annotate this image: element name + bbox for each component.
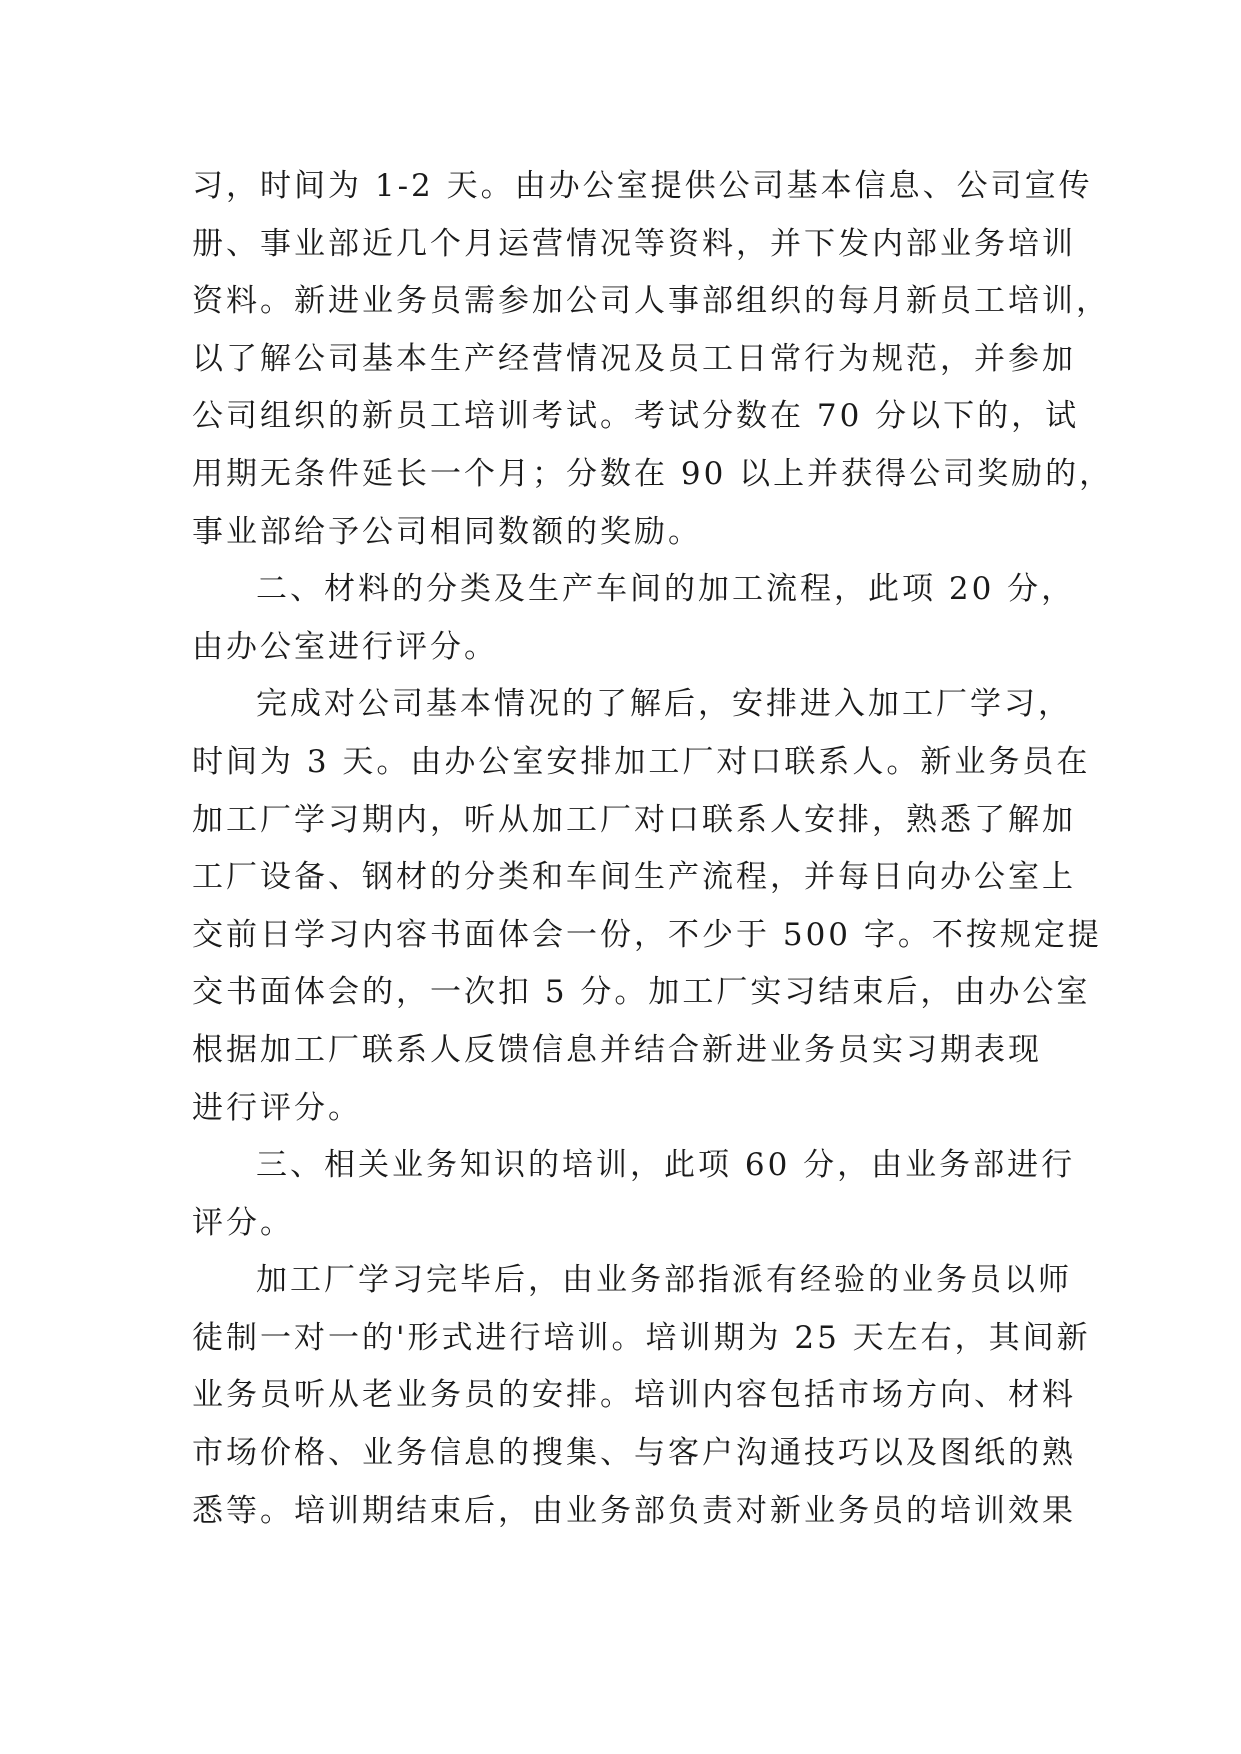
text-line: 公司组织的新员工培训考试。考试分数在 70 分以下的，试 <box>192 398 1080 435</box>
text-line: 进行评分。 <box>192 1089 362 1126</box>
text-line: 时间为 3 天。由办公室安排加工厂对口联系人。新业务员在 <box>192 743 1091 780</box>
text-line: 悉等。培训期结束后，由业务部负责对新业务员的培训效果 <box>192 1492 1076 1529</box>
section-heading: 二、材料的分类及生产车间的加工流程，此项 20 分， <box>256 571 1076 608</box>
text-line: 工厂设备、钢材的分类和车间生产流程，并每日向办公室上 <box>192 859 1076 896</box>
text-line: 加工厂学习期内，听从加工厂对口联系人安排，熟悉了解加 <box>192 801 1076 838</box>
text-line: 根据加工厂联系人反馈信息并结合新进业务员实习期表现 <box>192 1031 1042 1068</box>
text-line: 资料。新进业务员需参加公司人事部组织的每月新员工培训， <box>192 283 1110 320</box>
text-line: 完成对公司基本情况的了解后，安排进入加工厂学习， <box>256 686 1072 723</box>
text-line: 习，时间为 1-2 天。由办公室提供公司基本信息、公司宣传 <box>192 168 1093 204</box>
document-body <box>192 158 1114 1540</box>
text-line: 市场价格、业务信息的搜集、与客户沟通技巧以及图纸的熟 <box>192 1435 1076 1472</box>
text-line: 加工厂学习完毕后，由业务部指派有经验的业务员以师 <box>256 1262 1072 1299</box>
text-line: 用期无条件延长一个月；分数在 90 以上并获得公司奖励的， <box>192 455 1114 492</box>
section-heading: 三、相关业务知识的培训，此项 60 分，由业务部进行 <box>256 1147 1076 1184</box>
text-line: 事业部给予公司相同数额的奖励。 <box>192 513 702 550</box>
text-line: 以了解公司基本生产经营情况及员工日常行为规范，并参加 <box>192 340 1076 377</box>
text-line: 交书面体会的，一次扣 5 分。加工厂实习结束后，由办公室 <box>192 974 1091 1011</box>
text-line: 册、事业部近几个月运营情况等资料，并下发内部业务培训 <box>192 225 1076 262</box>
text-line: 交前日学习内容书面体会一份，不少于 500 字。不按规定提 <box>192 916 1102 953</box>
text-line: 徒制一对一的'形式进行培训。培训期为 25 天左右，其间新 <box>192 1319 1091 1356</box>
text-line: 由办公室进行评分。 <box>192 628 498 665</box>
text-line: 业务员听从老业务员的安排。培训内容包括市场方向、材料 <box>192 1377 1076 1414</box>
text-line: 评分。 <box>192 1204 294 1241</box>
